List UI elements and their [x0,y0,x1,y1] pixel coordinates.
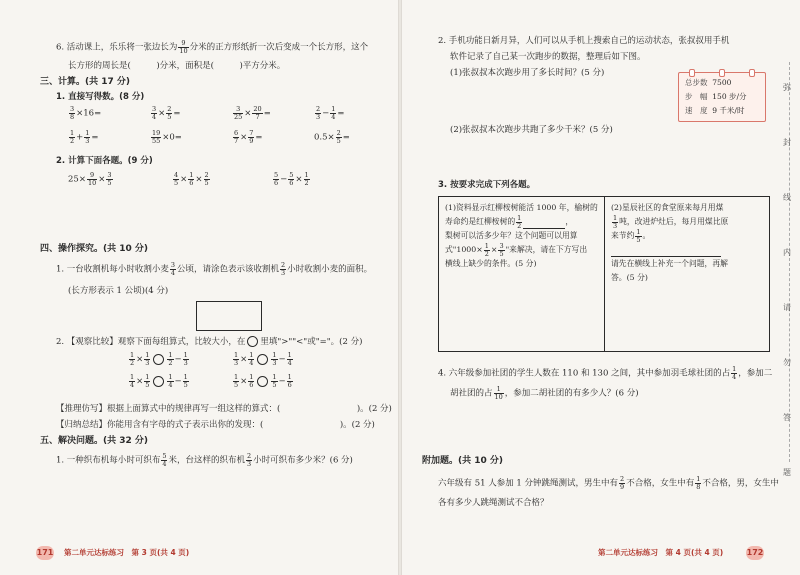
fraction: $\frac{1}{2}$ [70,129,75,145]
calc-expression: 25× $\frac{9}{10}$ × $\frac{3}{5}$ [68,171,112,187]
fraction: $\frac{6}{7}$ [234,129,239,145]
q2-sub2: (2)张叔叔本次跑步共跑了多少千米？(5 分) [450,125,613,135]
calc-expression: $\frac{5}{6}$ − $\frac{5}{6}$ × $\frac{1}{2}$ [274,171,309,187]
fraction: $\frac{1}{4}$ [331,105,336,121]
fujia-line1: 六年级有 51 人参加 1 分钟跳绳测试，男生中有 $\frac{2}{9}$ 不合格，女生中有 $\frac{1}{8}$ 不合格，男，女生中 [438,475,779,491]
card-ring-icon [719,69,725,77]
calc-expression: $\frac{2}{3}$ − $\frac{1}{4}$ = [316,105,345,121]
calc-expression: $\frac{4}{5}$ × $\frac{1}{6}$ × $\frac{2}{5}$ [174,171,209,187]
calc-expression: $\frac{19}{55}$ ×0= [152,129,182,145]
fraction: $\frac{1}{3}$ [272,351,277,367]
fraction: $\frac{1}{5}$ [272,373,277,389]
fraction: $\frac{20}{7}$ [253,105,262,121]
footer-left: 第二单元达标练习 第 3 页(共 4 页) [64,548,190,557]
compare-circle[interactable] [257,376,268,387]
fraction: $\frac{1}{5}$ [183,373,188,389]
fraction: $\frac{1}{5}$ [234,373,239,389]
fraction: $\frac{3}{5}$ [107,171,112,187]
q5-1-line: 1. 一种织布机每小时可织布 $\frac{5}{4}$ 米，台这样的织布机 $\frac{2}{3}$ 小时可织布多少米？(6 分) [56,452,353,468]
q3-2-title: 2. 计算下面各题。(9 分) [56,156,153,166]
box-left-text: (1)资料显示红柳桉树能活 1000 年，榆树的 寿命约是红柳桉树的 $\frac{1}{2}$ ， 梨树可以活多少年？这个问题可以用算 式"1000× $\frac{1}{2}$ × $\frac{3}{5}$ "来解决，请在下方写出 横线上缺少的条件。(5 分) [445,203,598,269]
fraction: $\frac{1}{6}$ [249,373,254,389]
q6-fraction: $\frac{9}{10}$ [179,39,188,55]
fraction: $\frac{2}{5}$ [204,171,209,187]
q6-line1: 6. 活动课上，乐乐将一张边长为 $\frac{9}{10}$ 分米的正方形纸折一次后变成一个长方形，这个 [56,39,369,55]
page-number-right: 172 [746,546,764,560]
guina-line: 【归纳总结】你能用含有字母的式子表示出你的发现：( )。(2 分) [56,420,375,430]
card-row: 速 度 9 千米/时 [685,106,745,115]
fraction: $\frac{1}{4}$ [249,351,254,367]
seal-char: 勿 [783,358,791,367]
calc-expression: $\frac{3}{4}$ × $\frac{2}{5}$ = [152,105,181,121]
fraction: $\frac{2}{5}$ [167,105,172,121]
tuili-line: 【推理仿写】根据上面算式中的规律再写一组这样的算式：( )。(2 分) [56,404,392,414]
fraction: $\frac{1}{5}$ [145,373,150,389]
calc-expression: 0.5× $\frac{2}{5}$ = [314,129,350,145]
seal-char: 答 [783,413,791,422]
fraction: $\frac{1}{3}$ [183,351,188,367]
section3-title: 三、计算。(共 17 分) [40,77,131,87]
fujia-line2: 各有多少人跳绳测试不合格？ [438,498,549,508]
q4-2-line1: 2. 【观察比较】观察下面每组算式，比较大小，在 里填">""<"或"="。(2 分) [56,337,363,347]
q4-line2: 胡社团的占 $\frac{1}{10}$ ，参加二胡社团的有多少人？(6 分) [450,385,639,401]
section4-title: 四、操作探究。(共 10 分) [40,244,149,254]
two-column-box [438,196,770,352]
fraction: $\frac{2}{3}$ [316,105,321,121]
compare-circle[interactable] [153,354,164,365]
hectare-rectangle[interactable] [196,301,262,331]
card-row: 总步数 7500 [685,78,732,87]
box-divider [604,197,605,351]
calc-expression: $\frac{6}{7}$ × $\frac{7}{9}$ = [234,129,263,145]
fraction: $\frac{1}{4}$ [287,351,292,367]
seal-char: 弥 [783,83,791,92]
fraction: $\frac{1}{4}$ [130,373,135,389]
seal-char: 题 [783,468,791,477]
fraction: $\frac{1}{6}$ [189,171,194,187]
q4-1-line1: 1. 一台收割机每小时收割小麦 $\frac{3}{4}$ 公顷，请涂色表示该收割机 $\frac{2}{3}$ 小时收割小麦的面积。 [56,261,373,277]
fraction: $\frac{1}{6}$ [287,373,292,389]
footer-right: 第二单元达标练习 第 4 页(共 4 页) [598,548,724,557]
fraction: $\frac{7}{9}$ [249,129,254,145]
card-row: 步 幅 150 步/分 [685,92,747,101]
fraction: $\frac{3}{4}$ [152,105,157,121]
compare-expression: $\frac{1}{5}$ × $\frac{1}{6}$ $\frac{1}{5}$ − $\frac{1}{6}$ [234,373,292,389]
box-right-text: (2)星辰社区的食堂原来每月用煤 $\frac{1}{3}$ 吨，改进炉灶后，每月用煤比原 来节约 $\frac{1}{5}$ 。 请先在横线上补充一个问题，再解 答。(5 分) [611,203,729,283]
fraction: $\frac{1}{2}$ [304,171,309,187]
section5-title: 五、解决问题。(共 32 分) [40,436,149,446]
fraction: $\frac{2}{5}$ [336,129,341,145]
seal-char: 封 [783,138,791,147]
fraction: $\frac{1}{4}$ [168,373,173,389]
page-number-left: 171 [36,546,54,560]
calc-expression: $\frac{1}{2}$ + $\frac{1}{3}$ = [70,129,99,145]
calc-expression: $\frac{3}{25}$ × $\frac{20}{7}$ = [234,105,271,121]
q4-1-line2: (长方形表示 1 公顷)(4 分) [68,286,169,296]
running-data-card [678,72,766,122]
calc-expression: $\frac{3}{8}$ ×16= [70,105,102,121]
compare-expression: $\frac{1}{2}$ × $\frac{1}{3}$ $\frac{1}{2}$ − $\frac{1}{3}$ [130,351,188,367]
seal-char: 内 [783,248,791,257]
card-ring-icon [749,69,755,77]
fraction: $\frac{3}{8}$ [70,105,75,121]
fraction: $\frac{19}{55}$ [152,129,161,145]
fraction: $\frac{1}{3}$ [234,351,239,367]
question-blank[interactable] [611,248,721,257]
q3-title-right: 3. 按要求完成下列各题。 [438,180,536,190]
fraction: $\frac{1}{2}$ [168,351,173,367]
q4-line1: 4. 六年级参加社团的学生人数在 110 和 130 之间，其中参加羽毛球社团的占 $\frac{1}{4}$ ，参加二 [438,365,773,381]
fraction: $\frac{1}{3}$ [145,351,150,367]
seal-char: 请 [783,303,791,312]
compare-expression: $\frac{1}{4}$ × $\frac{1}{5}$ $\frac{1}{4}$ − $\frac{1}{5}$ [130,373,188,389]
q3-1-title: 1. 直接写得数。(8 分) [56,92,145,102]
fraction: $\frac{1}{2}$ [130,351,135,367]
q6-line2: 长方形的周长是( )分米，面积是( )平方分米。 [68,61,286,71]
compare-expression: $\frac{1}{3}$ × $\frac{1}{4}$ $\frac{1}{3}$ − $\frac{1}{4}$ [234,351,292,367]
compare-circle[interactable] [257,354,268,365]
q2-line2: 软件记录了自己某一次跑步的数据，整理后如下图。 [450,52,646,62]
card-ring-icon [689,69,695,77]
fraction: $\frac{3}{25}$ [234,105,243,121]
fraction: $\frac{4}{5}$ [174,171,179,187]
circle-blank-icon [247,336,258,347]
fraction: $\frac{5}{6}$ [289,171,294,187]
answer-blank[interactable] [523,220,565,229]
fraction: $\frac{5}{6}$ [274,171,279,187]
q2-line1: 2. 手机功能日新月异，人们可以从手机上搜索自己的运动状态，张叔叔用手机 [438,36,730,46]
fraction: $\frac{1}{3}$ [85,129,90,145]
fujia-title: 附加题。(共 10 分) [422,456,504,466]
compare-circle[interactable] [153,376,164,387]
seal-dashed-line [789,62,790,462]
fraction: $\frac{9}{10}$ [87,171,97,187]
q2-sub1: (1)张叔叔本次跑步用了多长时间？(5 分) [450,68,605,78]
seal-char: 线 [783,193,791,202]
